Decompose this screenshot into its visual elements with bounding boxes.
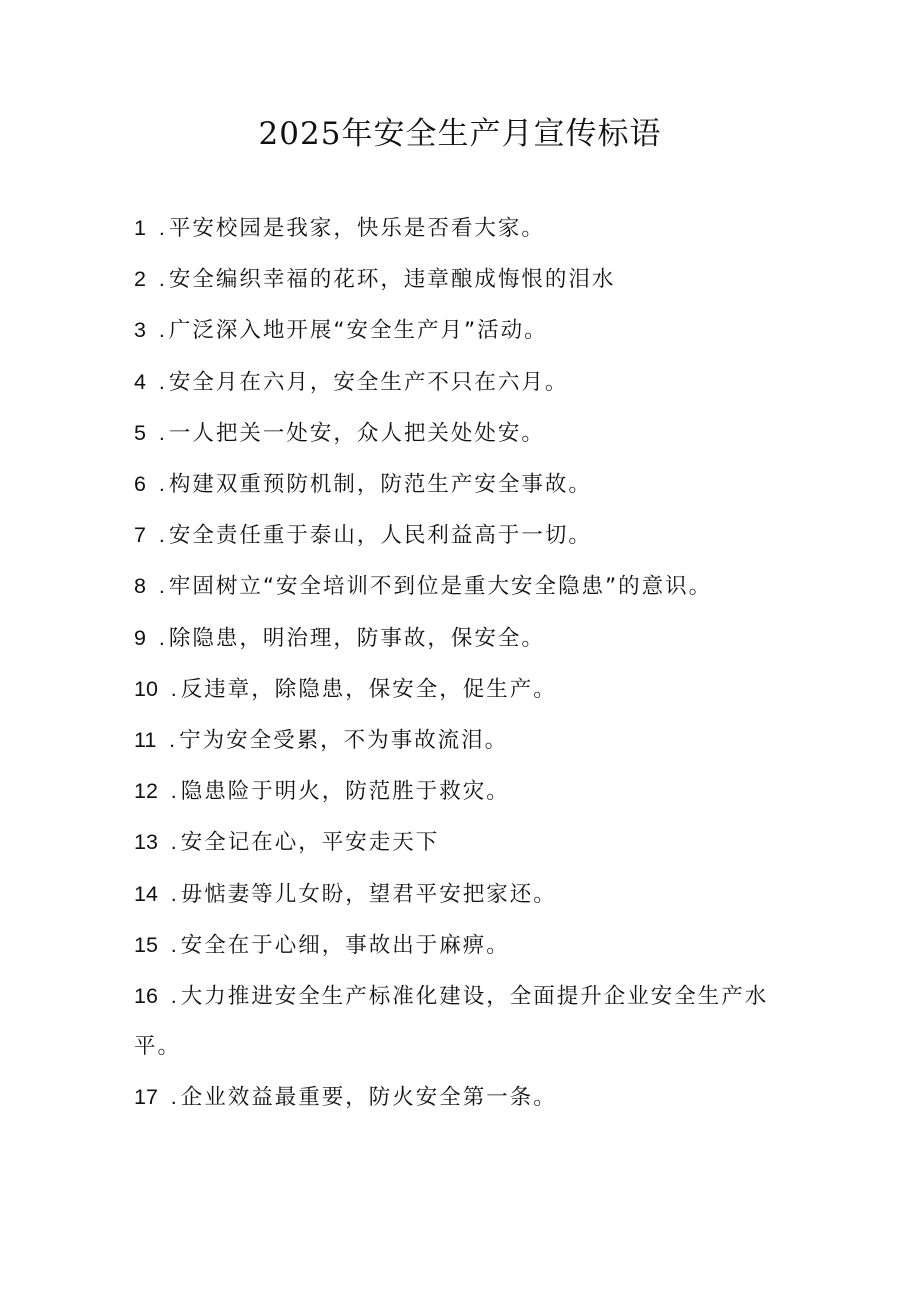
item-text: 除隐患，明治理，防事故，保安全。 xyxy=(168,625,545,651)
item-number: 9 xyxy=(134,625,146,650)
list-item xyxy=(134,254,794,305)
item-number: 15 xyxy=(134,932,158,957)
item-text: 安全责任重于泰山，人民利益高于一切。 xyxy=(168,523,592,549)
list-item xyxy=(134,920,794,971)
item-separator: . xyxy=(158,574,165,599)
item-number: 14 xyxy=(134,881,158,906)
item-number: 10 xyxy=(134,676,158,701)
item-text: 平安校园是我家，快乐是否看大家。 xyxy=(168,216,545,241)
list-item xyxy=(134,459,794,510)
item-separator: . xyxy=(170,1085,177,1110)
item-separator: . xyxy=(158,267,165,292)
item-number: 1 xyxy=(134,216,146,240)
item-number: 8 xyxy=(134,574,146,599)
list-item xyxy=(134,203,794,254)
item-separator: . xyxy=(158,625,165,650)
item-number: 5 xyxy=(134,420,146,445)
item-number: 12 xyxy=(134,779,158,804)
item-text: 广泛深入地开展“安全生产月”活动。 xyxy=(168,318,548,344)
item-text: 构建双重预防机制，防范生产安全事故。 xyxy=(168,472,592,498)
item-text: 一人把关一处安，众人把关处处安。 xyxy=(168,420,545,446)
item-text: 牢固树立“安全培训不到位是重大安全隐患”的意识。 xyxy=(168,574,713,600)
item-text: 安全记在心，平安走天下 xyxy=(180,830,440,856)
item-text: 安全在于心细，事故出于麻痹。 xyxy=(180,932,510,958)
item-number: 11 xyxy=(134,728,157,753)
slogan-list xyxy=(134,203,794,1124)
item-separator: . xyxy=(158,420,165,445)
item-separator: . xyxy=(170,830,177,855)
item-text: 反违章，除隐患，保安全，促生产。 xyxy=(180,676,557,702)
item-separator: . xyxy=(170,881,177,906)
list-item xyxy=(134,715,794,766)
item-text: 宁为安全受累，不为事故流泪。 xyxy=(179,728,509,754)
list-item xyxy=(134,510,794,561)
list-item xyxy=(134,561,794,612)
item-separator: . xyxy=(158,216,165,240)
item-separator: . xyxy=(169,728,176,753)
item-number: 7 xyxy=(134,523,146,548)
item-number: 16 xyxy=(134,984,158,1009)
page-title: 2025年安全生产月宣传标语 xyxy=(258,116,662,152)
item-number: 17 xyxy=(134,1085,158,1110)
item-text: 毋惦妻等儿女盼，望君平安把家还。 xyxy=(180,881,557,907)
item-text: 企业效益最重要，防火安全第一条。 xyxy=(180,1085,557,1111)
item-number: 4 xyxy=(134,369,146,394)
list-item xyxy=(134,971,794,1072)
list-item xyxy=(134,357,794,408)
item-separator: . xyxy=(170,676,177,701)
item-separator: . xyxy=(158,318,165,343)
item-separator: . xyxy=(170,779,177,804)
item-separator: . xyxy=(170,984,177,1009)
list-item xyxy=(134,613,794,664)
item-text: 安全月在六月，安全生产不只在六月。 xyxy=(168,369,569,395)
item-separator: . xyxy=(158,369,165,394)
list-item xyxy=(134,664,794,715)
item-text: 隐患险于明火，防范胜于救灾。 xyxy=(180,779,510,805)
list-item xyxy=(134,408,794,459)
item-text: 大力推进安全生产标准化建设，全面提升企业安全生产水平。 xyxy=(134,984,769,1060)
item-text: 安全编织幸福的花环，违章酿成悔恨的泪水 xyxy=(168,267,616,293)
list-item xyxy=(134,766,794,817)
item-separator: . xyxy=(158,523,165,548)
item-number: 13 xyxy=(134,830,158,855)
list-item xyxy=(134,869,794,920)
list-item xyxy=(134,817,794,868)
list-item xyxy=(134,1072,794,1123)
item-number: 3 xyxy=(134,318,146,343)
item-number: 6 xyxy=(134,472,146,497)
item-number: 2 xyxy=(134,267,146,292)
list-item xyxy=(134,305,794,356)
item-separator: . xyxy=(158,472,165,497)
item-separator: . xyxy=(170,932,177,957)
